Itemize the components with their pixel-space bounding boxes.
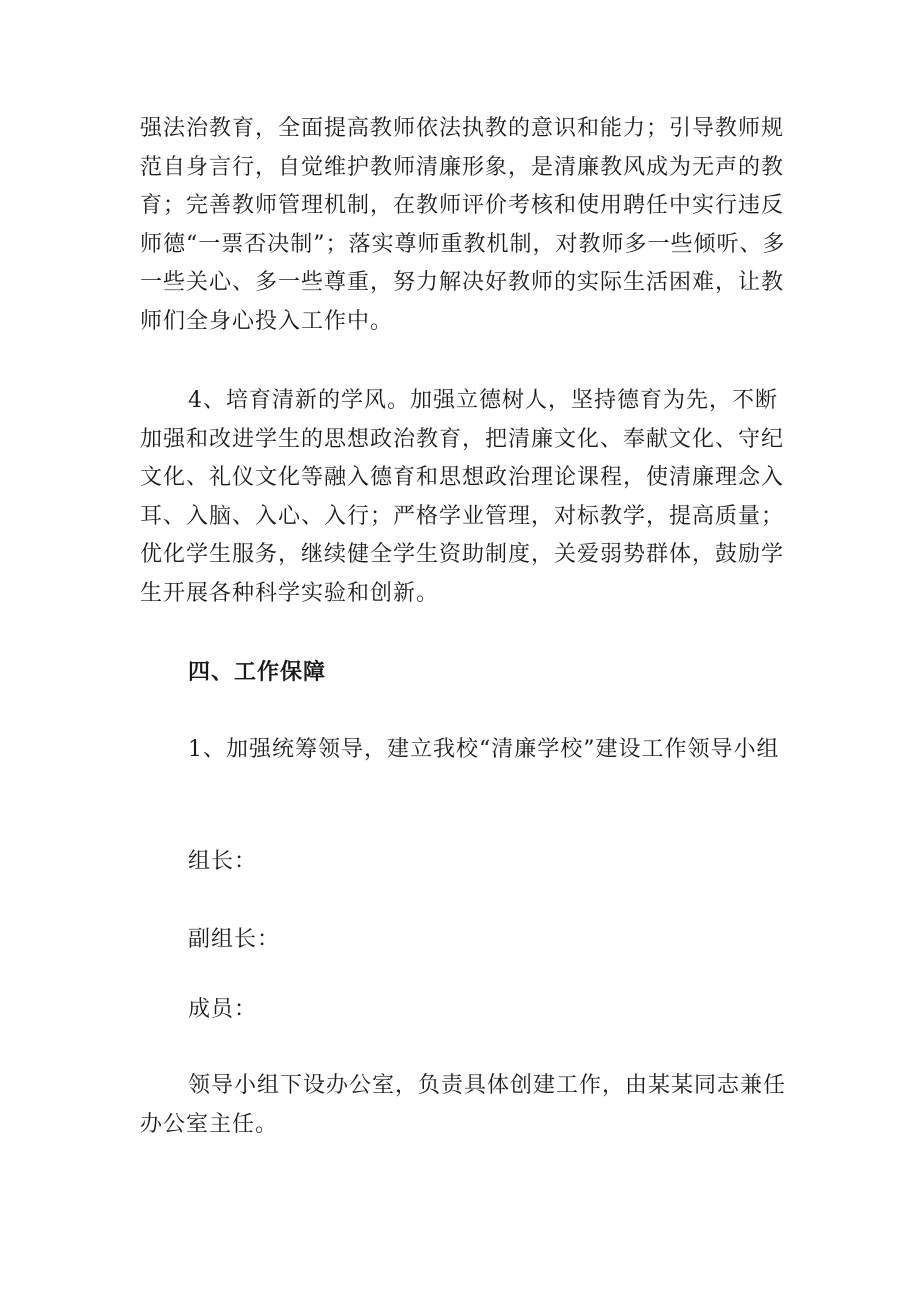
paragraph-item-4-study-style: 4、培育清新的学风。加强立德树人，坚持德育为先，不断加强和改进学生的思想政治教育，把清廉文化、奉献文化、守纪文化、礼仪文化等融入德育和思想政治理论课程，使清廉理念入耳、入脑、入心、入行；严格学业管理，对标教学，提高质量；优化学生服务，继续健全学生资助制度，关爱弱势群体，鼓励学生开展各种科学实验和创新。 <box>140 388 785 606</box>
label-group-members: 成员： <box>188 997 258 1022</box>
paragraph-office-setup: 领导小组下设办公室，负责具体创建工作，由某某同志兼任办公室主任。 <box>140 1073 787 1137</box>
paragraph-section-item-1-leadership: 1、加强统筹领导，建立我校“清廉学校”建设工作领导小组 <box>188 737 780 762</box>
paragraph-teacher-ethics-continuation: 强法治教育，全面提高教师依法执教的意识和能力；引导教师规范自身言行，自觉维护教师清廉形象，是清廉教风成为无声的教育；完善教师管理机制，在教师评价考核和使用聘任中实行违反师德“一票否决制”；落实尊师重教机制，对教师多一些倾听、多一些关心、多一些尊重，努力解决好教师的实际生活困难，让教师们全身心投入工作中。 <box>140 116 786 334</box>
label-group-leader: 组长： <box>188 849 258 874</box>
label-deputy-group-leader: 副组长： <box>188 927 281 952</box>
section-heading-work-guarantee: 四、工作保障 <box>188 660 327 685</box>
